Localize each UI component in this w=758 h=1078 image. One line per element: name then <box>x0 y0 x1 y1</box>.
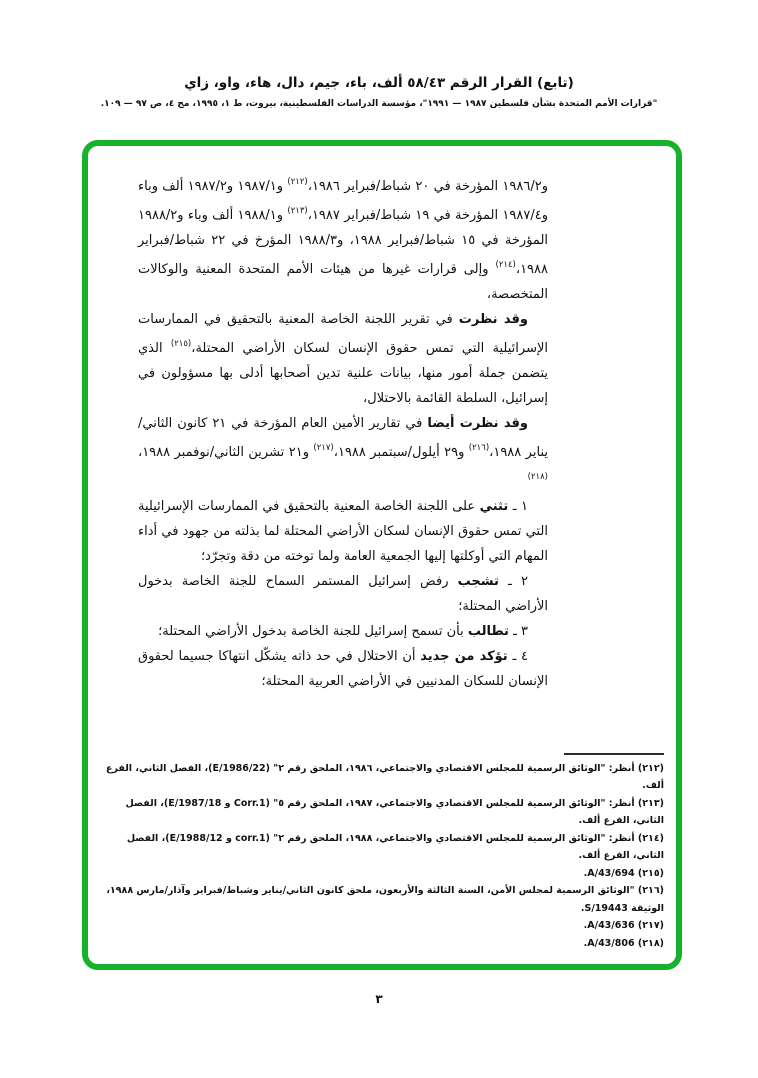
text-segment: ٢ ـ <box>498 574 528 589</box>
text-segment: و١٩٨٦/٢ المؤرخة في ٢٠ شباط/فبراير ١٩٨٦، <box>307 179 548 194</box>
page-title: (تابع) القرار الرقم ٥٨/٤٣ ألف، باء، جيم، دال، هاء، واو، زاي <box>184 75 574 91</box>
paragraph <box>138 619 548 644</box>
paragraph <box>138 569 548 619</box>
footnote-item <box>98 865 664 883</box>
paragraph <box>138 307 548 411</box>
text-segment: (E/1988/12 و corr.1) <box>165 832 270 844</box>
text-segment: (E/1987/18 و Corr.1) <box>163 797 270 809</box>
footnote-reference: (٢١٧) <box>313 443 334 453</box>
text-segment: (٢١٨) <box>634 937 664 949</box>
text-segment: وإلى قرارات غيرها من هيئات الأمم المتحدة المعنية والوكالات المتخصصة، <box>138 262 548 302</box>
footnote-item <box>98 882 664 917</box>
text-segment: A/43/806 <box>587 937 635 949</box>
text-segment: و١٩٨٨/١ ألف وباء و١٩٨٨/٢ المؤرخة في ١٥ شباط/فبراير ١٩٨٨، و١٩٨٨/٣ المؤرخ في ٢٢ شباط/فبراير ١٩٨٨، <box>138 208 549 277</box>
text-segment: في تقرير اللجنة الخاصة المعنية بالتحقيق في الممارسات الإسرائيلية التي تمس حقوق الإنسان لسكان الأراضي المحتلة، <box>138 312 548 356</box>
footnote-reference: (٢١٢) <box>287 177 308 187</box>
text-segment: ، الفصل الثاني، الفرع ألف. <box>106 762 664 791</box>
text-segment: ٤ ـ <box>507 649 529 664</box>
text-segment: تطالب <box>467 624 509 639</box>
text-segment: في تقارير الأمين العام المؤرخة في ٢١ كانون الثاني/يناير ١٩٨٨، <box>138 416 548 460</box>
text-segment: ، الفصل الثاني، الفرع ألف. <box>125 797 664 826</box>
footnote-reference: (٢١٦) <box>468 443 490 453</box>
paragraph <box>138 494 548 569</box>
text-segment: S/19443 <box>584 902 628 914</box>
text-segment: ، الفصل الثاني، الفرع ألف. <box>126 832 664 861</box>
text-segment: (٢١٧) <box>634 920 664 931</box>
source-citation-line: "قرارات الأمم المتحدة بشأن فلسطين ١٩٨٧ — ١٩٩١"، مؤسسة الدراسات الفلسطينية، بيروت، ط ١، ١٩٩٥، مج ٤، ص ٩٧ — ١٠٩. <box>100 99 658 109</box>
text-segment: (E/1986/22) <box>208 762 270 774</box>
paragraph <box>138 644 548 694</box>
text-segment: ٣ ـ <box>508 624 528 639</box>
text-segment: تشجب <box>457 574 499 589</box>
text-segment: . <box>583 867 588 879</box>
text-segment: (٢١٥) <box>634 867 664 879</box>
text-segment: (٢١٤) أنظر: "الوثائق الرسمية للمجلس الاقتصادي والاجتماعي، ١٩٨٨، الملحق رقم ٢" <box>269 832 664 844</box>
footnote-item <box>98 935 664 953</box>
page-number: ٣ <box>375 992 383 1006</box>
document-header <box>0 74 758 110</box>
text-segment: تؤكد من جديد <box>420 649 508 664</box>
text-segment: ١ ـ <box>508 499 528 514</box>
text-segment: بأن تسمح إسرائيل للجنة الخاصة بدخول الأراضي المحتلة؛ <box>158 624 468 639</box>
text-segment: . <box>583 920 588 931</box>
footnote-reference: (٢١٥) <box>170 339 192 349</box>
paragraph <box>138 411 548 494</box>
text-segment: على اللجنة الخاصة المعنية بالتحقيق في الممارسات الإسرائيلية التي تمس حقوق الإنسان لسكان الأراضي المحتلة لما بذلته من جهود في أداء المهام التي أوكلتها إليها الجمعية العامة ولما توخته من دقة وتجرّد؛ <box>138 499 548 564</box>
footnote-item <box>98 760 664 795</box>
footnote-separator <box>564 753 664 755</box>
text-segment: و١٩٨٧/١ و١٩٨٧/٢ ألف وباء و١٩٨٧/٤ المؤرخة في ١٩ شباط/فبراير ١٩٨٧، <box>138 179 548 223</box>
text-segment: (٢١٢) أنظر: "الوثائق الرسمية للمجلس الاقتصادي والاجتماعي، ١٩٨٦، الملحق رقم ٢" <box>269 762 664 774</box>
green-border-box <box>82 140 682 970</box>
footnote-item <box>98 917 664 935</box>
text-segment: A/43/636 <box>587 920 635 931</box>
footnote-reference: (٢١٤) <box>495 260 516 270</box>
footnote-item <box>98 795 664 830</box>
text-segment: (٢١٣) أنظر: "الوثائق الرسمية للمجلس الاقتصادي والاجتماعي، ١٩٨٧، الملحق رقم ٥" <box>269 797 664 809</box>
footnote-list <box>98 760 664 953</box>
text-segment: و٢٩ أيلول/سبتمبر ١٩٨٨، <box>333 445 469 460</box>
paragraph <box>138 170 548 307</box>
text-segment: تثني <box>479 499 509 514</box>
footnote-item <box>98 830 664 865</box>
body-paragraphs <box>138 170 548 694</box>
footnote-reference: (٢١٣) <box>287 206 308 216</box>
text-segment: رفض إسرائيل المستمر السماح للجنة الخاصة بدخول الأراضي المحتلة؛ <box>138 574 548 614</box>
footnote-reference: (٢١٨) <box>527 472 548 482</box>
text-segment: وقد نظرت <box>458 312 529 327</box>
text-segment: (٢١٦) "الوثائق الرسمية لمجلس الأمن، السنة الثالثة والأربعون، ملحق كانون الثاني/يناير وشباط/فبراير وآذار/مارس ١٩٨٨، الوثيقة <box>106 885 664 914</box>
footnotes-section <box>98 753 664 953</box>
text-segment: وقد نظرت أيضا <box>427 416 528 431</box>
text-segment: . <box>580 902 585 914</box>
text-segment: . <box>583 937 588 949</box>
text-segment: الذي يتضمن جملة أمور منها، بيانات علنية تدين أصحابها أدلى بها مسؤولون في إسرائيل، السلطة القائمة بالاحتلال، <box>138 341 548 406</box>
text-segment: و٢١ تشرين الثاني/نوفمبر ١٩٨٨، <box>138 445 314 460</box>
text-segment: A/43/694 <box>587 867 635 879</box>
text-segment: أن الاحتلال في حد ذاته يشكّل انتهاكا جسيما لحقوق الإنسان للسكان المدنيين في الأراضي العربية المحتلة؛ <box>138 649 548 689</box>
